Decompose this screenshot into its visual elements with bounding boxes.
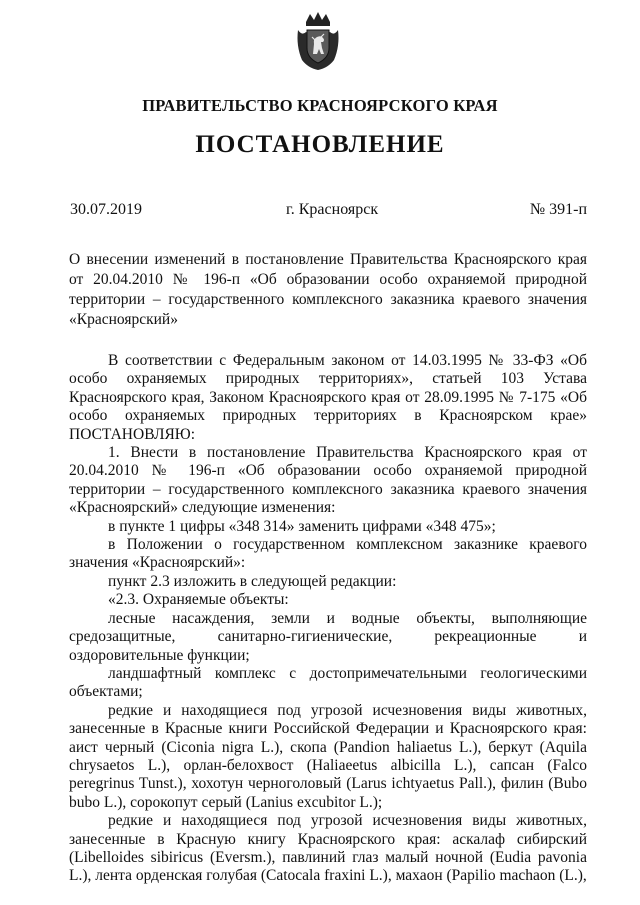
government-name: ПРАВИТЕЛЬСТВО КРАСНОЯРСКОГО КРАЯ [142, 96, 498, 115]
paragraph-regulation: в Положении о государственном комплексном заказнике краевого значения «Красноярский»: [69, 536, 587, 572]
document-body [69, 352, 587, 886]
document-subject: О внесении изменений в постановление Правительства Красноярского края от 20.04.2010 № 196-п «Об образовании особо охраняемой природной территории – государственного комплексного заказника краевого значения «Красноярский» [69, 251, 587, 328]
document-date: 30.07.2019 [70, 201, 142, 218]
paragraph-point-2-3: пункт 2.3 изложить в следующей редакции: [108, 572, 397, 590]
paragraph-landscape: ландшафтный комплекс с достопримечательными геологическими объектами; [69, 664, 587, 701]
paragraph-rare-animals-regional: редкие и находящиеся под угрозой исчезновения виды животных, занесенные в Красную книгу Красноярского края: аскалаф сибирский (Libelloides sibiricus (Eversm.), павлиний глаз малый ночной (Eudia pavonia L.), лента орденская голубая (Catocala fraxini L.), махаон (Papilio machaon (L.), [69, 812, 587, 885]
paragraph-preamble: В соответствии с Федеральным законом от 14.03.1995 № 33-ФЗ «Об особо охраняемых природных территориях», статьей 103 Устава Красноярского края, Законом Красноярского края от 28.09.1995 № 7-175 «Об особо охраняемых природных территориях в Красноярском крае» ПОСТАНОВЛЯЮ: [69, 352, 587, 443]
document-type-title: ПОСТАНОВЛЕНИЕ [195, 131, 445, 158]
paragraph-protected-objects-heading: «2.3. Охраняемые объекты: [108, 591, 289, 609]
document-number: № 391-п [529, 201, 587, 218]
paragraph-forests: лесные насаждения, земли и водные объекты, выполняющие средозащитные, санитарно-гигиенические, рекреационные и оздоровительные функции; [69, 609, 587, 664]
document-city: г. Красноярск [286, 201, 379, 218]
paragraph-item-1: 1. Внести в постановление Правительства Красноярского края от 20.04.2010 № 196-п «Об образовании особо охраняемой природной территории – государственного комплексного заказника краевого значения «Красноярский» следующие изменения: [69, 444, 587, 517]
paragraph-rare-animals-federal: редкие и находящиеся под угрозой исчезновения виды животных, занесенные в Красные книги Российской Федерации и Красноярского края: аист черный (Ciconia nigra L.), скопа (Pandion haliaetus L.), беркут (Aquila chrysaetos L.), орлан-белохвост (Haliaeetus albicilla L.), сапсан (Falco peregrinus Tunst.), хохотун черноголовый (Larus ichtyaetus Pall.), филин (Bubo bubo L.), сорокопут серый (Lanius excubitor L.); [69, 701, 587, 811]
paragraph-point-1-change: в пункте 1 цифры «348 314» заменить цифрами «348 475»; [108, 517, 496, 535]
coat-of-arms-icon [294, 10, 342, 72]
